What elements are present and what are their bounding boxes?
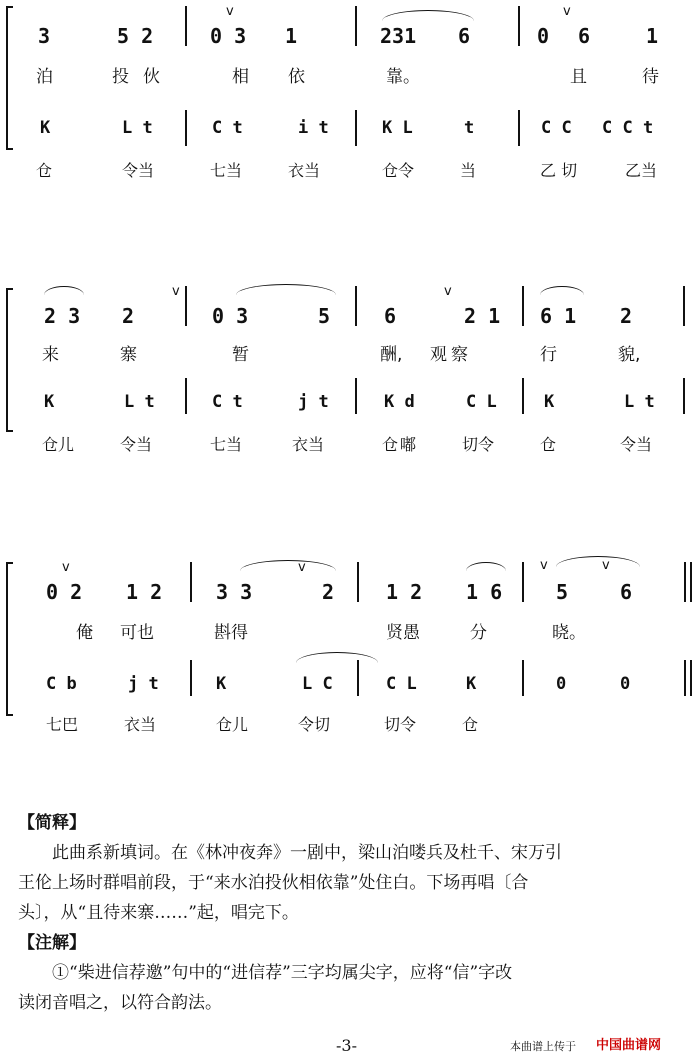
percussion-symbol: L t [624,392,655,412]
barline [518,6,520,46]
barline [683,378,685,414]
percussion-symbol: C t [212,118,243,138]
notes-section [18,808,690,1018]
upload-credit: 本曲谱上传于 [510,1040,576,1053]
breath-mark: v [172,284,180,299]
barline [684,562,686,602]
percussion-syllable: 令当 [620,435,653,454]
melody-note: 1 6 [466,580,503,604]
lyric: 观察 [430,345,472,365]
lyric: 依 [288,67,305,87]
melody-note: 2 1 [464,304,501,328]
percussion-symbol: K [466,674,477,694]
percussion-symbol: C C [541,118,572,138]
system-bracket [6,6,13,150]
percussion-symbol: K L [382,118,413,138]
percussion-syllable: 仓令 [382,161,415,180]
breath-mark: v [563,4,571,19]
lyric: 分 [470,623,487,643]
percussion-symbol: L C [302,674,333,694]
lyric: 投伙 [112,67,174,87]
percussion-symbol: K [44,392,55,412]
zhujie-paragraph-line: ①“柴进信荐邀”句中的“进信荐”三字均属尖字，应将“信”字改 [52,963,513,983]
jianshi-heading: 【简释】 [18,813,86,833]
percussion-symbol: j t [298,392,329,412]
slur [44,286,84,295]
barline [522,378,524,414]
lyric: 且 [570,67,587,87]
barline [690,562,692,602]
lyric: 俺 [76,623,93,643]
percussion-syllable: 七当 [210,161,243,180]
percussion-syllable: 当 [460,161,477,180]
percussion-syllable: 七巴 [46,715,79,734]
percussion-symbol: K d [384,392,415,412]
lyric: 酬, [380,345,403,365]
percussion-symbol: L t [124,392,155,412]
melody-note: 1 2 [386,580,423,604]
barline [185,378,187,414]
percussion-symbol: K [544,392,555,412]
zhujie-heading: 【注解】 [18,933,86,953]
percussion-syllable: 乙 切 [540,161,578,180]
melody-note: 0 3 [210,24,247,48]
melody-note: 0 3 [212,304,249,328]
percussion-syllable: 仓儿 [216,715,249,734]
melody-note: 5 [318,304,331,328]
lyric: 行 [540,345,557,365]
breath-mark: v [540,558,548,573]
site-logo[interactable]: 中国曲谱网 [596,1038,662,1053]
barline [185,6,187,46]
lyric: 晓。 [552,623,586,643]
slur [236,284,336,295]
melody-note: 1 [285,24,298,48]
lyric: 暂 [232,345,249,365]
melody-note: 5 [556,580,569,604]
barline [190,660,192,696]
percussion-symbol: K [216,674,227,694]
slur [556,556,640,567]
percussion-syllable: 乙当 [625,161,658,180]
percussion-syllable: 七当 [210,435,243,454]
melody-note: 2 [122,304,135,328]
percussion-symbol: C t [212,392,243,412]
lyric: 寨 [120,345,137,365]
score-system-2 [0,268,700,454]
jianshi-paragraph-line: 此曲系新填词。在《林冲夜奔》一剧中，梁山泊喽兵及杜千、宋万引 [52,843,562,863]
barline [357,562,359,602]
barline [522,562,524,602]
percussion-syllable: 衣当 [288,161,321,180]
breath-mark: v [602,558,610,573]
percussion-syllable: 仓 [382,435,399,454]
system-bracket [6,562,13,716]
percussion-symbol: C L [466,392,497,412]
barline [355,110,357,146]
slur [382,10,474,21]
barline [357,660,359,696]
melody-note: 231 [380,24,417,48]
melody-note: 2 [620,304,633,328]
melody-note: 0 2 [46,580,83,604]
lyric: 待 [642,67,659,87]
percussion-symbol: L t [122,118,153,138]
melody-note: 2 3 [44,304,81,328]
slur [466,562,506,571]
melody-note: 3 3 [216,580,253,604]
percussion-symbol: C C t [602,118,654,138]
percussion-symbol: C b [46,674,77,694]
percussion-symbol: 0 [556,674,567,694]
percussion-syllable: 仓儿 [42,435,75,454]
melody-note: 2 [322,580,335,604]
melody-note: 6 [458,24,471,48]
melody-note: 1 [646,24,659,48]
barline [690,660,692,696]
melody-note: 3 [38,24,51,48]
percussion-syllable: 令当 [120,435,153,454]
score-system-3 [0,540,700,740]
barline [522,286,524,326]
percussion-syllable: 仓 [462,715,479,734]
melody-note: 1 2 [126,580,163,604]
melody-note: 6 [384,304,397,328]
lyric: 贤愚 [386,623,420,643]
melody-note: 6 1 [540,304,577,328]
page-number: -3- [336,1036,357,1055]
percussion-syllable: 切令 [384,715,417,734]
lyric: 来 [42,345,59,365]
lyric: 泊 [36,67,53,87]
lyric: 可也 [120,623,154,643]
lyric: 貌, [618,345,641,365]
barline [185,110,187,146]
percussion-syllable: 切令 [462,435,495,454]
percussion-syllable: 嘟 [400,435,417,454]
score-system-1 [0,0,700,180]
barline [518,110,520,146]
barline [522,660,524,696]
breath-mark: v [62,560,70,575]
percussion-syllable: 衣当 [124,715,157,734]
percussion-symbol: 0 [620,674,631,694]
barline [190,562,192,602]
lyric: 靠。 [386,67,420,87]
percussion-syllable: 衣当 [292,435,325,454]
melody-note: 0 [537,24,550,48]
breath-mark: v [226,4,234,19]
breath-mark: v [444,284,452,299]
slur [540,286,584,295]
lyric: 相 [232,67,249,87]
percussion-syllable: 仓 [540,435,557,454]
melody-note: 5 2 [117,24,154,48]
percussion-symbol: C L [386,674,417,694]
barline [684,660,686,696]
barline [355,286,357,326]
barline [355,6,357,46]
melody-note: 6 [620,580,633,604]
percussion-symbol: j t [128,674,159,694]
percussion-symbol: K [40,118,51,138]
percussion-syllable: 仓 [36,161,53,180]
percussion-syllable: 令当 [122,161,155,180]
barline [185,286,187,326]
barline [355,378,357,414]
system-bracket [6,288,13,432]
percussion-syllable: 令切 [298,715,331,734]
jianshi-paragraph-line: 王伦上场时群唱前段，于“来水泊投伙相依靠”处住白。下场再唱〔合 [18,873,529,893]
slur [296,652,378,663]
barline [683,286,685,326]
slur [240,560,336,571]
percussion-symbol: t [464,118,475,138]
zhujie-paragraph-line: 读闭音唱之，以符合韵法。 [18,993,222,1013]
jianshi-paragraph-line: 头〕，从“且待来寨……”起，唱完下。 [18,903,299,923]
percussion-symbol: i t [298,118,329,138]
breath-mark: v [298,560,306,575]
melody-note: 6 [578,24,591,48]
lyric: 斟得 [214,623,248,643]
